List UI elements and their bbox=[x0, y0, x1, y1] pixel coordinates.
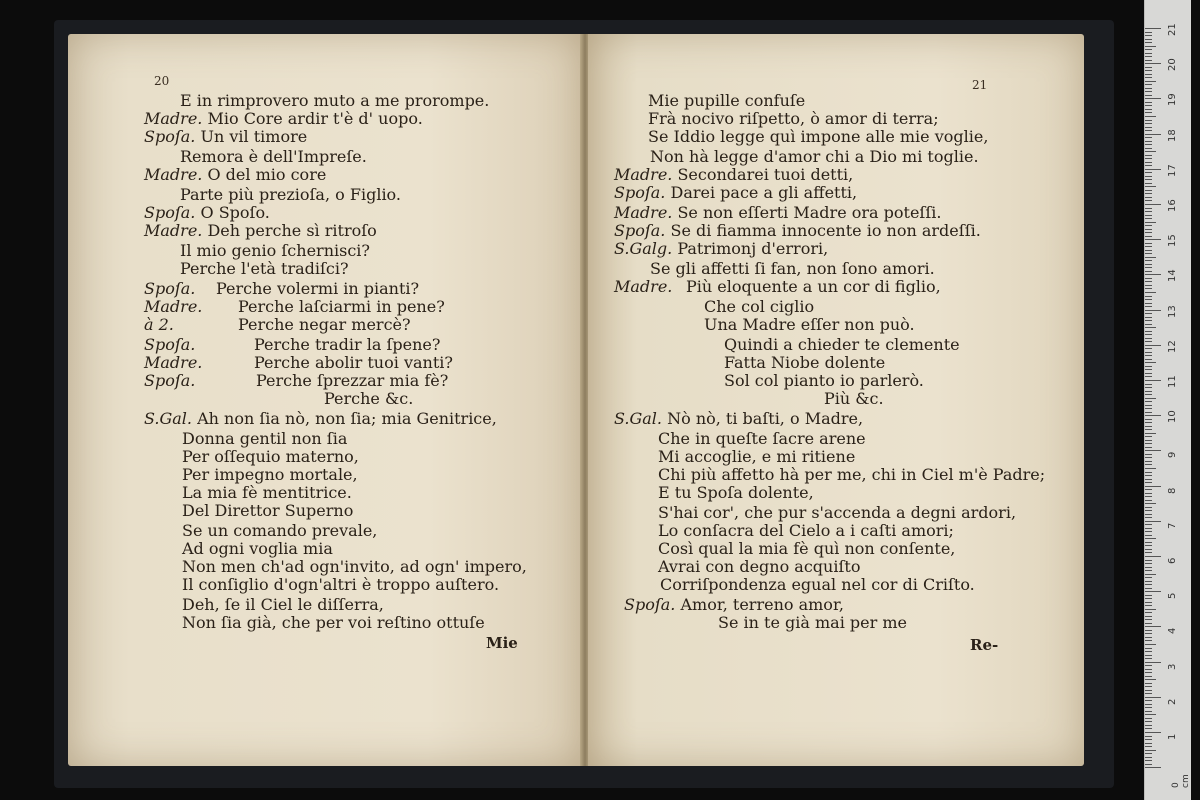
ruler-tick bbox=[1145, 95, 1152, 96]
ruler-tick bbox=[1145, 454, 1152, 455]
ruler-tick bbox=[1145, 711, 1152, 712]
ruler-tick bbox=[1145, 619, 1152, 620]
ruler-tick bbox=[1145, 253, 1152, 254]
ruler-tick bbox=[1145, 662, 1161, 663]
ruler-tick bbox=[1145, 398, 1156, 399]
ruler-label: 3 bbox=[1167, 663, 1178, 670]
text-line: Che col ciglio bbox=[704, 297, 815, 316]
ruler-tick bbox=[1145, 28, 1161, 29]
ruler-tick bbox=[1145, 669, 1152, 670]
ruler-tick bbox=[1145, 225, 1152, 226]
ruler-tick bbox=[1145, 42, 1152, 43]
text-line: Spoſa. Perche ſprezzar mia fè? bbox=[144, 371, 449, 390]
ruler-tick bbox=[1145, 556, 1161, 557]
ruler-tick bbox=[1145, 623, 1152, 624]
ruler-label: 16 bbox=[1167, 199, 1178, 212]
ruler-tick bbox=[1145, 683, 1152, 684]
ruler-tick bbox=[1145, 767, 1161, 768]
ruler-tick bbox=[1145, 510, 1152, 511]
ruler-tick bbox=[1145, 162, 1152, 163]
ruler-tick bbox=[1145, 211, 1152, 212]
ruler-tick bbox=[1145, 165, 1152, 166]
text-line: Se un comando prevale, bbox=[182, 521, 378, 540]
ruler-tick bbox=[1145, 376, 1152, 377]
page-number-left: 20 bbox=[154, 74, 170, 88]
text-line: Ad ogni voglia mia bbox=[182, 539, 333, 558]
ruler-tick bbox=[1145, 475, 1152, 476]
ruler-tick bbox=[1145, 637, 1152, 638]
text-line: S.Gal. Ah non ſia nò, non ſia; mia Genitrice, bbox=[144, 409, 497, 428]
ruler-label: 5 bbox=[1167, 592, 1178, 600]
ruler-tick bbox=[1145, 88, 1152, 89]
text-line: Perche &c. bbox=[324, 389, 414, 408]
ruler-tick bbox=[1145, 563, 1152, 564]
ruler-tick bbox=[1145, 288, 1152, 289]
text-line: Il mio genio ſchernisci? bbox=[180, 241, 370, 260]
ruler-label: 1 bbox=[1167, 733, 1178, 740]
ruler-tick bbox=[1145, 436, 1152, 437]
ruler-tick bbox=[1145, 517, 1152, 518]
ruler-label: 9 bbox=[1167, 452, 1178, 459]
text-line: La mia fè mentitrice. bbox=[182, 483, 352, 502]
text-line: Remora è dell'Impreſe. bbox=[180, 147, 367, 166]
ruler-tick bbox=[1145, 655, 1152, 656]
ruler-label: 8 bbox=[1167, 487, 1178, 494]
ruler-tick bbox=[1145, 672, 1152, 673]
ruler-tick bbox=[1145, 581, 1152, 582]
ruler-tick bbox=[1145, 468, 1156, 469]
ruler-tick bbox=[1145, 246, 1152, 247]
text-line: E in rimprovero muto a me prorompe. bbox=[180, 91, 490, 110]
ruler-tick bbox=[1145, 67, 1152, 68]
ruler-tick bbox=[1145, 274, 1161, 275]
ruler-tick bbox=[1145, 391, 1152, 392]
text-line: Spoſa. Un vil timore bbox=[144, 127, 308, 146]
ruler-tick bbox=[1145, 422, 1152, 423]
ruler-tick bbox=[1145, 707, 1152, 708]
ruler-tick bbox=[1145, 267, 1152, 268]
ruler-tick bbox=[1145, 697, 1161, 698]
ruler-tick bbox=[1145, 595, 1152, 596]
text-line: Fatta Niobe dolente bbox=[724, 353, 886, 372]
ruler-tick bbox=[1145, 200, 1152, 201]
ruler-tick bbox=[1145, 426, 1152, 427]
ruler-tick bbox=[1145, 577, 1152, 578]
text-line: Più &c. bbox=[824, 389, 884, 408]
catchword-left: Mie bbox=[486, 634, 518, 652]
ruler-tick bbox=[1145, 320, 1152, 321]
ruler-tick bbox=[1145, 626, 1161, 627]
text-line: Se gli affetti ſi fan, non ſono amori. bbox=[650, 259, 935, 278]
ruler-tick bbox=[1145, 605, 1152, 606]
ruler-tick bbox=[1145, 348, 1152, 349]
ruler-tick bbox=[1145, 352, 1152, 353]
ruler-tick bbox=[1145, 338, 1152, 339]
ruler-tick bbox=[1145, 345, 1161, 346]
ruler-tick bbox=[1145, 32, 1152, 33]
ruler-tick bbox=[1145, 732, 1161, 733]
ruler-tick bbox=[1145, 193, 1152, 194]
ruler-tick bbox=[1145, 447, 1152, 448]
ruler-tick bbox=[1145, 461, 1152, 462]
ruler-tick bbox=[1145, 443, 1152, 444]
ruler-tick bbox=[1145, 521, 1161, 522]
ruler-tick bbox=[1145, 169, 1161, 170]
ruler-tick bbox=[1145, 271, 1152, 272]
ruler-tick bbox=[1145, 130, 1152, 131]
ruler-tick bbox=[1145, 70, 1152, 71]
ruler-tick bbox=[1145, 560, 1152, 561]
ruler-tick bbox=[1145, 303, 1152, 304]
ruler-tick bbox=[1145, 500, 1152, 501]
ruler-tick bbox=[1145, 49, 1152, 50]
ruler-tick bbox=[1145, 412, 1152, 413]
ruler-tick bbox=[1145, 123, 1152, 124]
text-line: Madre. Perche abolir tuoi vanti? bbox=[144, 353, 453, 372]
ruler-tick bbox=[1145, 545, 1152, 546]
ruler-tick bbox=[1145, 35, 1152, 36]
ruler-tick bbox=[1145, 676, 1152, 677]
text-line: Madre. O del mio core bbox=[144, 165, 327, 184]
ruler-tick bbox=[1145, 764, 1152, 765]
text-line: Per oſſequio materno, bbox=[182, 447, 359, 466]
ruler-tick bbox=[1145, 736, 1152, 737]
ruler-tick bbox=[1145, 609, 1156, 610]
ruler-tick bbox=[1145, 141, 1152, 142]
ruler-tick bbox=[1145, 552, 1152, 553]
ruler-tick bbox=[1145, 408, 1152, 409]
ruler-tick bbox=[1145, 591, 1161, 592]
ruler-tick bbox=[1145, 535, 1152, 536]
ruler-tick bbox=[1145, 690, 1152, 691]
ruler-tick bbox=[1145, 53, 1152, 54]
ruler-tick bbox=[1145, 514, 1152, 515]
ruler-tick bbox=[1145, 120, 1152, 121]
ruler-tick bbox=[1145, 264, 1152, 265]
text-line: Deh, ſe il Ciel le diſſerra, bbox=[182, 595, 384, 614]
text-line: Mi accoglie, e mi ritiene bbox=[658, 447, 856, 466]
ruler-tick bbox=[1145, 538, 1156, 539]
ruler-tick bbox=[1145, 46, 1156, 47]
ruler-tick bbox=[1145, 144, 1152, 145]
text-line: Se Iddio legge quì impone alle mie voglie, bbox=[648, 127, 989, 146]
ruler-tick bbox=[1145, 151, 1156, 152]
ruler-label: 7 bbox=[1167, 522, 1178, 529]
ruler-tick bbox=[1145, 317, 1152, 318]
ruler-tick bbox=[1145, 222, 1156, 223]
ruler-label: 11 bbox=[1167, 375, 1178, 388]
page-number-right: 21 bbox=[972, 78, 988, 92]
ruler-tick bbox=[1145, 215, 1152, 216]
left-page bbox=[68, 34, 582, 766]
ruler-tick bbox=[1145, 109, 1152, 110]
ruler-tick bbox=[1145, 341, 1152, 342]
ruler-tick bbox=[1145, 457, 1152, 458]
ruler-tick bbox=[1145, 394, 1152, 395]
text-line: S.Galg. Patrimonj d'errori, bbox=[614, 239, 829, 258]
text-line: E tu Spoſa dolente, bbox=[658, 483, 814, 502]
ruler-tick bbox=[1145, 186, 1156, 187]
text-line: Così qual la mia fè quì non conſente, bbox=[658, 539, 956, 558]
ruler-tick bbox=[1145, 718, 1152, 719]
ruler-tick bbox=[1145, 176, 1152, 177]
ruler-tick bbox=[1145, 743, 1152, 744]
text-line: Spoſa. Perche volermi in pianti? bbox=[144, 279, 420, 298]
ruler-tick bbox=[1145, 250, 1152, 251]
ruler-tick bbox=[1145, 281, 1152, 282]
ruler-label: 12 bbox=[1167, 340, 1178, 353]
ruler-tick bbox=[1145, 574, 1156, 575]
ruler-tick bbox=[1145, 299, 1152, 300]
text-line: Madre. Più eloquente a un cor di figlio, bbox=[614, 277, 941, 296]
ruler-tick bbox=[1145, 760, 1152, 761]
ruler-tick bbox=[1145, 155, 1152, 156]
ruler-tick bbox=[1145, 218, 1152, 219]
ruler-label: 15 bbox=[1167, 234, 1178, 248]
ruler-unit: 0 cm bbox=[1171, 774, 1191, 788]
ruler-tick bbox=[1145, 584, 1152, 585]
ruler-tick bbox=[1145, 183, 1152, 184]
ruler-tick bbox=[1145, 704, 1152, 705]
ruler-tick bbox=[1145, 602, 1152, 603]
ruler-tick bbox=[1145, 679, 1156, 680]
ruler-tick bbox=[1145, 172, 1152, 173]
ruler-tick bbox=[1145, 285, 1152, 286]
ruler-tick bbox=[1145, 640, 1152, 641]
ruler-label: 10 bbox=[1167, 410, 1178, 424]
ruler-tick bbox=[1145, 440, 1152, 441]
ruler-tick bbox=[1145, 700, 1152, 701]
ruler-tick bbox=[1145, 686, 1152, 687]
ruler-tick bbox=[1145, 405, 1152, 406]
ruler-tick bbox=[1145, 570, 1152, 571]
ruler-tick bbox=[1145, 750, 1156, 751]
ruler-tick bbox=[1145, 179, 1152, 180]
ruler-tick bbox=[1145, 598, 1152, 599]
ruler-tick bbox=[1145, 528, 1152, 529]
text-line: Non men ch'ad ogn'invito, ad ogn' impero, bbox=[182, 557, 527, 576]
ruler-tick bbox=[1145, 651, 1152, 652]
text-line: Madre. Deh perche sì ritroſo bbox=[144, 221, 377, 240]
ruler-tick bbox=[1145, 148, 1152, 149]
ruler-tick bbox=[1145, 693, 1152, 694]
ruler-tick bbox=[1145, 292, 1156, 293]
ruler-tick bbox=[1145, 229, 1152, 230]
ruler-tick bbox=[1145, 158, 1152, 159]
ruler-tick bbox=[1145, 616, 1152, 617]
ruler-tick bbox=[1145, 757, 1152, 758]
text-line: Spoſa. Perche tradir la ſpene? bbox=[144, 335, 441, 354]
ruler-tick bbox=[1145, 127, 1152, 128]
ruler-tick bbox=[1145, 310, 1161, 311]
ruler-label: 20 bbox=[1167, 58, 1178, 72]
text-line: Madre. Secondarei tuoi detti, bbox=[614, 165, 854, 184]
ruler-label: 21 bbox=[1167, 23, 1178, 36]
ruler-tick bbox=[1145, 633, 1152, 634]
text-line: S'hai cor', che pur s'accenda a degni ardori, bbox=[658, 503, 1017, 522]
measuring-ruler bbox=[1144, 0, 1191, 800]
ruler-tick bbox=[1145, 239, 1161, 240]
text-line: Corriſpondenza egual nel cor di Criſto. bbox=[660, 575, 975, 594]
ruler-tick bbox=[1145, 278, 1152, 279]
ruler-tick bbox=[1145, 746, 1152, 747]
ruler-tick bbox=[1145, 137, 1152, 138]
ruler-tick bbox=[1145, 415, 1161, 416]
ruler-tick bbox=[1145, 324, 1152, 325]
ruler-label: 6 bbox=[1167, 557, 1178, 564]
ruler-tick bbox=[1145, 496, 1152, 497]
ruler-tick bbox=[1145, 401, 1152, 402]
ruler-tick bbox=[1145, 355, 1152, 356]
ruler-tick bbox=[1145, 507, 1152, 508]
ruler-tick bbox=[1145, 714, 1156, 715]
text-line: S.Gal. Nò nò, ti baſti, o Madre, bbox=[614, 409, 864, 428]
ruler-tick bbox=[1145, 232, 1152, 233]
ruler-tick bbox=[1145, 728, 1152, 729]
ruler-tick bbox=[1145, 204, 1161, 205]
ruler-tick bbox=[1145, 359, 1152, 360]
ruler-tick bbox=[1145, 77, 1152, 78]
ruler-tick bbox=[1145, 306, 1152, 307]
ruler-tick bbox=[1145, 313, 1152, 314]
ruler-tick bbox=[1145, 739, 1152, 740]
ruler-label: 14 bbox=[1167, 269, 1178, 283]
ruler-tick bbox=[1145, 362, 1156, 363]
ruler-label: 2 bbox=[1167, 698, 1178, 705]
right-page bbox=[588, 34, 1084, 766]
ruler-tick bbox=[1145, 366, 1152, 367]
ruler-tick bbox=[1145, 486, 1161, 487]
ruler-tick bbox=[1145, 257, 1156, 258]
ruler-tick bbox=[1145, 236, 1152, 237]
ruler-tick bbox=[1145, 665, 1152, 666]
ruler-tick bbox=[1145, 464, 1152, 465]
catchword-right: Re- bbox=[970, 636, 999, 654]
ruler-tick bbox=[1145, 503, 1156, 504]
text-line: Avrai con degno acquiſto bbox=[658, 557, 861, 576]
ruler-tick bbox=[1145, 98, 1161, 99]
ruler-tick bbox=[1145, 725, 1152, 726]
ruler-tick bbox=[1145, 60, 1152, 61]
text-line: Quindi a chieder te clemente bbox=[724, 335, 960, 354]
ruler-tick bbox=[1145, 380, 1161, 381]
ruler-tick bbox=[1145, 197, 1152, 198]
ruler-tick bbox=[1145, 327, 1156, 328]
ruler-tick bbox=[1145, 331, 1152, 332]
ruler-tick bbox=[1145, 588, 1152, 589]
ruler-tick bbox=[1145, 721, 1152, 722]
text-line: Che in queſte ſacre arene bbox=[658, 429, 866, 448]
ruler-tick bbox=[1145, 373, 1152, 374]
text-line: Spoſa. O Spoſo. bbox=[144, 203, 270, 222]
ruler-tick bbox=[1145, 116, 1156, 117]
ruler-tick bbox=[1145, 658, 1152, 659]
ruler-tick bbox=[1145, 91, 1152, 92]
ruler-label: 4 bbox=[1167, 628, 1178, 635]
ruler-tick bbox=[1145, 81, 1156, 82]
ruler-tick bbox=[1145, 39, 1152, 40]
ruler-tick bbox=[1145, 260, 1152, 261]
ruler-tick bbox=[1145, 493, 1152, 494]
ruler-tick bbox=[1145, 384, 1152, 385]
ruler-tick bbox=[1145, 134, 1161, 135]
text-line: Spoſa. Se di fiamma innocente io non ardeſſi. bbox=[614, 221, 981, 240]
text-line: Madre. Se non eſſerti Madre ora poteſſi. bbox=[614, 203, 942, 222]
ruler-tick bbox=[1145, 648, 1152, 649]
text-line: Non hà legge d'amor chi a Dio mi toglie. bbox=[650, 147, 979, 166]
text-line: Donna gentil non ſia bbox=[182, 429, 348, 448]
text-line: Madre. Mio Core ardir t'è d' uopo. bbox=[144, 109, 423, 128]
ruler-tick bbox=[1145, 112, 1152, 113]
ruler-tick bbox=[1145, 243, 1152, 244]
text-line: Mie pupille confuſe bbox=[648, 91, 806, 110]
ruler-tick bbox=[1145, 489, 1152, 490]
text-line: Per impegno mortale, bbox=[182, 465, 358, 484]
ruler-tick bbox=[1145, 450, 1161, 451]
ruler-tick bbox=[1145, 753, 1152, 754]
ruler-tick bbox=[1145, 531, 1152, 532]
text-line: Il conſiglio d'ogn'altri è troppo auſtero. bbox=[182, 575, 500, 594]
text-line: Lo conſacra del Cielo a i caſti amori; bbox=[658, 521, 954, 540]
ruler-tick bbox=[1145, 369, 1152, 370]
text-line: Spoſa. Amor, terreno amor, bbox=[624, 595, 844, 614]
ruler-tick bbox=[1145, 419, 1152, 420]
text-line: Madre. Perche laſciarmi in pene? bbox=[144, 297, 445, 316]
ruler-tick bbox=[1145, 567, 1152, 568]
ruler-tick bbox=[1145, 433, 1156, 434]
ruler-label: 13 bbox=[1167, 304, 1178, 318]
ruler-label: 19 bbox=[1167, 93, 1178, 107]
ruler-tick bbox=[1145, 296, 1152, 297]
ruler-tick bbox=[1145, 482, 1152, 483]
ruler-tick bbox=[1145, 630, 1152, 631]
text-line: Del Direttor Superno bbox=[182, 501, 354, 520]
ruler-tick bbox=[1145, 190, 1152, 191]
ruler-tick bbox=[1145, 56, 1152, 57]
ruler-label: 17 bbox=[1167, 164, 1178, 177]
ruler-tick bbox=[1145, 644, 1156, 645]
ruler-label: 18 bbox=[1167, 128, 1178, 142]
text-line: Sol col pianto io parlerò. bbox=[724, 371, 924, 390]
text-line: à 2. Perche negar mercè? bbox=[144, 315, 411, 334]
ruler-tick bbox=[1145, 549, 1152, 550]
ruler-tick bbox=[1145, 102, 1152, 103]
text-line: Non ſia già, che per voi reſtino ottuſe bbox=[182, 613, 485, 632]
ruler-tick bbox=[1145, 74, 1152, 75]
ruler-tick bbox=[1145, 524, 1152, 525]
text-line: Una Madre eſſer non può. bbox=[704, 315, 915, 334]
ruler-tick bbox=[1145, 479, 1152, 480]
text-line: Chi più affetto hà per me, chi in Ciel m'è Padre; bbox=[658, 465, 1046, 484]
text-line: Frà nocivo riſpetto, ò amor di terra; bbox=[648, 109, 939, 128]
text-line: Perche l'età tradiſci? bbox=[180, 259, 349, 278]
ruler-tick bbox=[1145, 612, 1152, 613]
ruler-tick bbox=[1145, 472, 1152, 473]
ruler-tick bbox=[1145, 208, 1152, 209]
text-line: Se in te già mai per me bbox=[718, 613, 907, 632]
ruler-tick bbox=[1145, 84, 1152, 85]
ruler-tick bbox=[1145, 334, 1152, 335]
ruler-tick bbox=[1145, 542, 1152, 543]
ruler-tick bbox=[1145, 387, 1152, 388]
ruler-tick bbox=[1145, 429, 1152, 430]
ruler-tick bbox=[1145, 105, 1152, 106]
ruler-tick bbox=[1145, 63, 1161, 64]
text-line: Parte più prezioſa, o Figlio. bbox=[180, 185, 401, 204]
text-line: Spoſa. Darei pace a gli affetti, bbox=[614, 183, 858, 202]
